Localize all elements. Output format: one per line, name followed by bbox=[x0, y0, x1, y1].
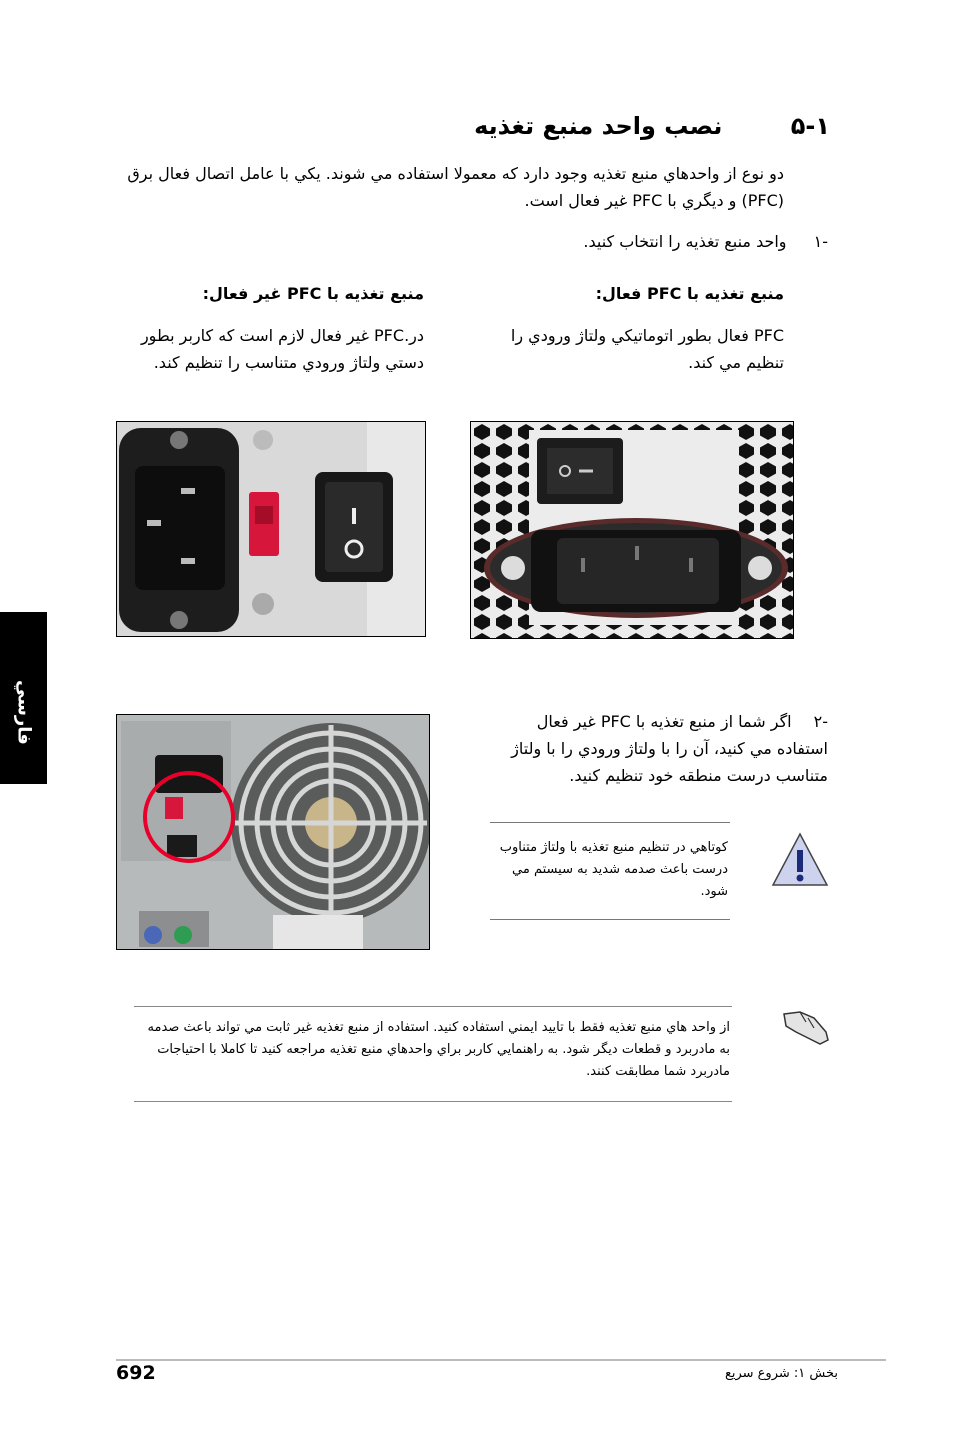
section-title: نصب واحد منبع تغذيه bbox=[474, 112, 723, 140]
voltage-switch bbox=[165, 797, 183, 819]
intro-paragraph: دو نوع از واحدهاي منبع تغذيه وجود دارد که معمولا استفاده مي شوند. يکي با عامل اتصال فعال برق (PFC) و ديگري با PFC غير فعال است. bbox=[127, 164, 784, 210]
pfc-passive-psu-photo bbox=[116, 421, 426, 637]
language-side-tab bbox=[0, 612, 47, 784]
pfc-active-psu-photo bbox=[470, 421, 794, 639]
caution-warning-icon bbox=[770, 830, 830, 890]
caution-text: کوتاهي در تنظيم منبع تغذيه با ولتاژ متناوب درست باعث صدمه شديد به سيستم مي شود. bbox=[499, 840, 728, 899]
step-1-text: واحد منبع تغذيه را انتخاب کنيد. bbox=[583, 232, 787, 251]
pfc-passive-text: در.PFC غير فعال لازم است که کاربر بطور دستي ولتاژ ورودي متناسب را تنظيم کند. bbox=[140, 326, 424, 372]
section-heading bbox=[474, 112, 830, 140]
footer-rule bbox=[116, 1359, 886, 1361]
step-2-number: -۲ bbox=[813, 712, 828, 731]
psu-back-panel-photo bbox=[116, 714, 430, 950]
side-tab-label: فارسي bbox=[13, 680, 35, 745]
caution-box bbox=[490, 822, 730, 920]
note-box bbox=[134, 1006, 732, 1102]
step-2-text: اگر شما از منبع تغذيه با PFC غير فعال استفاده مي کنيد، آن را با ولتاژ ورودي را با ولتاژ متناسب درست منطقه خود تنظيم کنيد. bbox=[511, 712, 828, 785]
section-number: ۵-۱ bbox=[790, 112, 830, 140]
note-hand-icon bbox=[780, 1004, 832, 1048]
step-1-number: -۱ bbox=[813, 232, 828, 251]
step-1 bbox=[583, 232, 828, 251]
footer-chapter-label: بخش ۱: شروع سريع bbox=[724, 1366, 838, 1381]
page-number: 692 bbox=[116, 1362, 156, 1384]
pfc-active-text: PFC فعال بطور اتوماتيکي ولتاژ ورودي را تنظيم مي کند. bbox=[510, 326, 784, 372]
step-2 bbox=[498, 708, 828, 789]
power-switch bbox=[167, 835, 197, 857]
note-text: از واحد هاي منبع تغذيه فقط با تاييد ايمني استفاده کنيد. استفاده از منبع تغذيه غير ثابت مي تواند باعث صدمه به مادربرد و قطعات ديگر شود. به راهنمايي کاربر براي واحدهاي منبع تغذيه مراجعه کنيد تا کاملا با احتياجات مادربرد شما مطابقت کنند. bbox=[147, 1020, 730, 1079]
pfc-passive-title: منبع تغذيه با PFC غير فعال: bbox=[202, 284, 424, 303]
pfc-active-title: منبع تغذيه با PFC فعال: bbox=[595, 284, 784, 303]
